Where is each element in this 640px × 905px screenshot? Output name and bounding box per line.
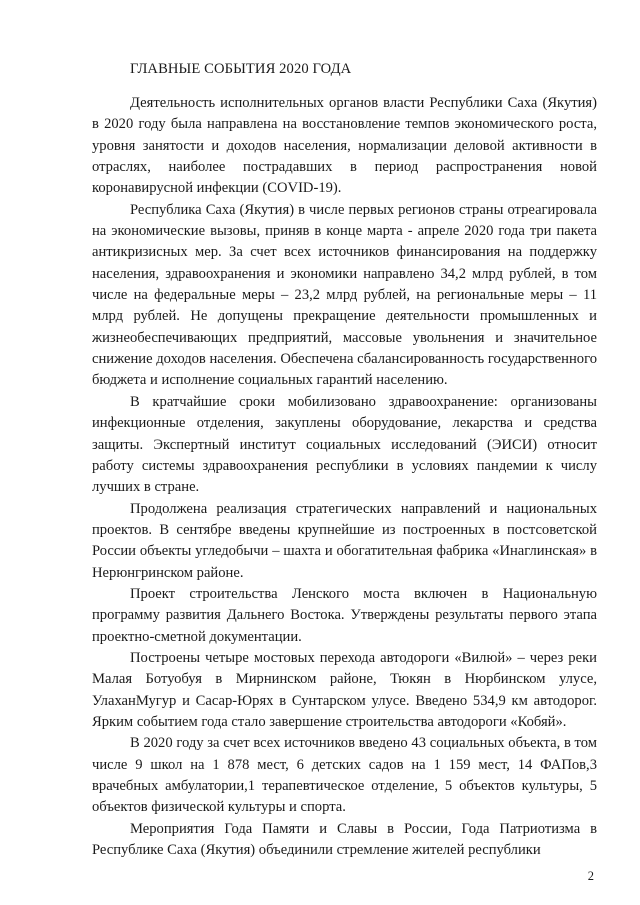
paragraph: В кратчайшие сроки мобилизовано здравоохранение: организованы инфекционные отделения, закуплены оборудование, лекарства и средства защиты. Экспертный институт социальных исследований (ЭИСИ) относит работу системы здравоохранения республики в условиях пандемии к числу лучших в стране. <box>92 393 597 496</box>
body-text <box>92 93 597 861</box>
page-number: 2 <box>587 869 594 883</box>
section-heading: ГЛАВНЫЕ СОБЫТИЯ 2020 ГОДА <box>130 61 352 77</box>
paragraph: Деятельность исполнительных органов власти Республики Саха (Якутия) в 2020 году была направлена на восстановление темпов экономического роста, уровня занятости и доходов населения, нормализации деловой активности в отраслях, наиболее пострадавших в период распространения новой коронавирусной инфекции (COVID-19). <box>92 95 597 197</box>
paragraph: Проект строительства Ленского моста включен в Национальную программу развития Дальнего Востока. Утверждены результаты первого этапа проектно-сметной документации. <box>92 585 597 645</box>
paragraph: Продолжена реализация стратегических направлений и национальных проектов. В сентябре введены крупнейшие из построенных в постсоветской России объекты угледобычи – шахта и обогатительная фабрика «Инаглинская» в Нерюнгринском районе. <box>92 500 597 581</box>
paragraph: Мероприятия Года Памяти и Славы в России, Года Патриотизма в Республике Саха (Якутия) объединили стремление жителей республики <box>92 820 597 859</box>
paragraph: В 2020 году за счет всех источников введено 43 социальных объекта, в том числе 9 школ на 1 878 мест, 6 детских садов на 1 159 мест, 14 ФАПов,3 врачебных амбулатории,1 терапевтическое отделение, 5 объектов культуры, 5 объектов физической культуры и спорта. <box>92 735 597 816</box>
paragraph: Построены четыре мостовых перехода автодороги «Вилюй» – через реки Малая Ботуобуя в Мирнинском районе, Тюкян в Нюрбинском улусе, УлаханМугур и Сасар-Юрях в Сунтарском улусе. Введено 534,9 км автодорог. Ярким событием года стало завершение строительства автодороги «Кобяй». <box>92 649 597 730</box>
paragraph: Республика Саха (Якутия) в числе первых регионов страны отреагировала на экономические вызовы, приняв в конце марта - апреле 2020 года три пакета антикризисных мер. За счет всех источников финансирования на поддержку населения, здравоохранения и экономики направлено 34,2 млрд рублей, в том числе на федеральные меры – 23,2 млрд рублей, на региональные меры – 11 млрд рублей. Не допущены прекращение деятельности промышленных и жизнеобеспечивающих предприятий, массовые увольнения и значительное снижение доходов населения. Обеспечена сбалансированность государственного бюджета и исполнение социальных гарантий населению. <box>92 201 597 389</box>
